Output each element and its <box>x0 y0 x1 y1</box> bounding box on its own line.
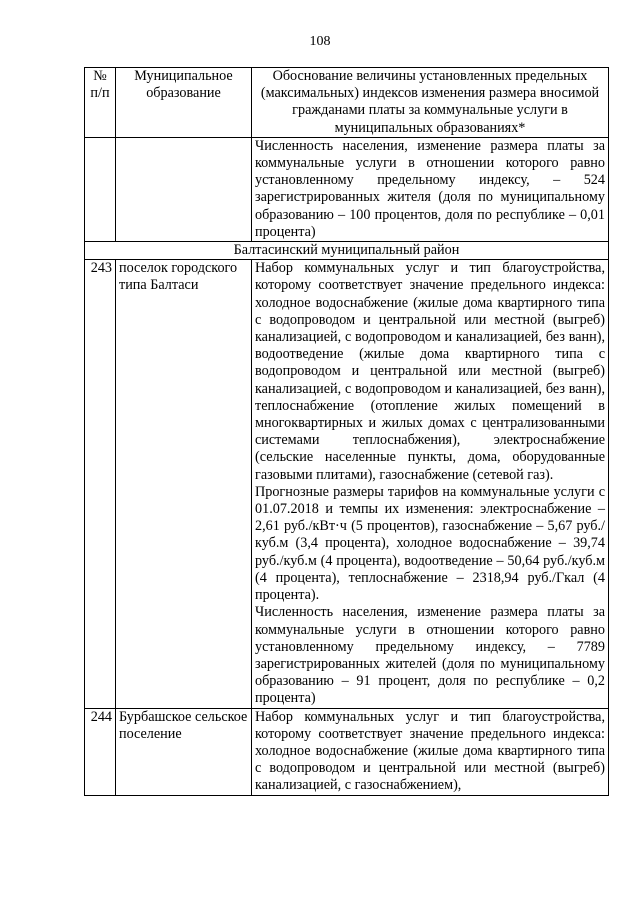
continuation-row <box>85 137 609 241</box>
table-header-row <box>85 68 609 138</box>
row-justification <box>252 708 609 795</box>
justification-paragraph: Набор коммунальных услуг и тип благоустройства, которому соответствует значение предельного индекса: холодное водоснабжение (жилые дома квартирного типа с водопроводом и центральной или местной (выгреб) канализацией, с газоснабжением), <box>255 708 605 794</box>
row-number: 243 <box>85 260 116 708</box>
page-number: 108 <box>309 34 331 49</box>
continuation-justification-cell <box>252 137 609 241</box>
row-municipality: поселок городского типа Балтаси <box>116 260 252 708</box>
tariff-index-table <box>84 67 609 796</box>
row-number: 244 <box>85 708 116 795</box>
table-row <box>85 708 609 795</box>
header-justification: Обоснование величины установленных предельных (максимальных) индексов изменения размера вносимой гражданами платы за коммунальные услуги в муниципальных образованиях* <box>252 68 609 138</box>
continuation-municipality-cell <box>116 137 252 241</box>
row-municipality: Бурбашское сельское поселение <box>116 708 252 795</box>
row-justification <box>252 260 609 708</box>
district-row <box>85 242 609 260</box>
continuation-num-cell <box>85 137 116 241</box>
district-title: Балтасинский муниципальный район <box>85 242 609 260</box>
header-municipality: Муниципальное образование <box>116 68 252 138</box>
header-num: № п/п <box>85 68 116 138</box>
justification-paragraph: Прогнозные размеры тарифов на коммунальные услуги с 01.07.2018 и темпы их изменения: электроснабжение – 2,61 руб./кВт·ч (5 процентов), газоснабжение – 5,67 руб./куб.м (3,4 процента), холодное водоснабжение – 39,74 руб./куб.м (4 процента), водоотведение – 50,64 руб./куб.м (4 процента), теплоснабжение – 2318,94 руб./Гкал (4 процента). <box>255 483 605 604</box>
continuation-paragraph: Численность населения, изменение размера платы за коммунальные услуги в отношении которого равно установленному предельному индексу, – 524 зарегистрированных жителя (доля по муниципальному образованию – 100 процентов, доля по республике – 0,01 процента) <box>255 137 605 240</box>
justification-paragraph: Численность населения, изменение размера платы за коммунальные услуги в отношении которого равно установленному предельному индексу, – 7789 зарегистрированных жителей (доля по муниципальному образованию – 91 процент, доля по республике – 0,2 процента) <box>255 604 605 707</box>
justification-paragraph: Набор коммунальных услуг и тип благоустройства, которому соответствует значение предельного индекса: холодное водоснабжение (жилые дома квартирного типа с водопроводом и центральной или местной (выгреб) канализацией, с водопроводом и канализацией, без ванн), водоотведение (жилые дома квартирного типа с водопроводом и центральной или местной (выгреб) канализацией, с водопроводом и канализацией, без ванн), теплоснабжение (отопление жилых помещений в многоквартирных и жилых домах с централизованными системами теплоснабжения), электроснабжение (сельские населенные пункты, дома, оборудованные газовыми плитами), газоснабжение (сетевой газ). <box>255 260 605 483</box>
table-row <box>85 260 609 708</box>
